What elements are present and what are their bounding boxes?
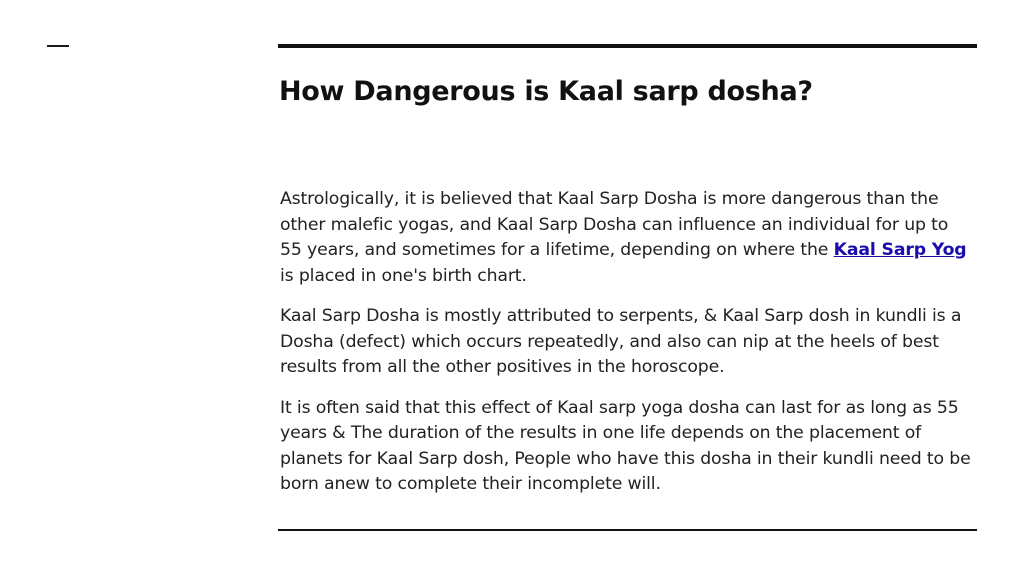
slide-title: How Dangerous is Kaal sarp dosha? — [279, 76, 813, 107]
corner-dash-decoration — [47, 45, 69, 47]
paragraph-1 — [280, 187, 975, 289]
kaal-sarp-yog-link[interactable]: Kaal Sarp Yog — [833, 240, 967, 260]
top-divider — [278, 44, 977, 48]
paragraph-1-text-after-link: is placed in one's birth chart. — [280, 265, 527, 286]
paragraph-2: Kaal Sarp Dosha is mostly attributed to serpents, & Kaal Sarp dosh in kundli is a Dosha (defect) which occurs repeatedly, and also can nip at the heels of best results from all the other positives in the horoscope. — [280, 306, 962, 377]
bottom-divider — [278, 529, 977, 531]
paragraph-3: It is often said that this effect of Kaal sarp yoga dosha can last for as long as 55 years & The duration of the results in one life depends on the placement of planets for Kaal Sarp dosh, People who have this dosha in their kundli need to be born anew to complete their incomplete will. — [280, 397, 971, 494]
paragraph-1-text-before-link: Astrologically, it is believed that Kaal Sarp Dosha is more dangerous than the other malefic yogas, and Kaal Sarp Dosha can influence an individual for up to 55 years, and sometimes for a lifetime, depending on where the — [280, 189, 949, 260]
slide-body — [280, 187, 975, 513]
